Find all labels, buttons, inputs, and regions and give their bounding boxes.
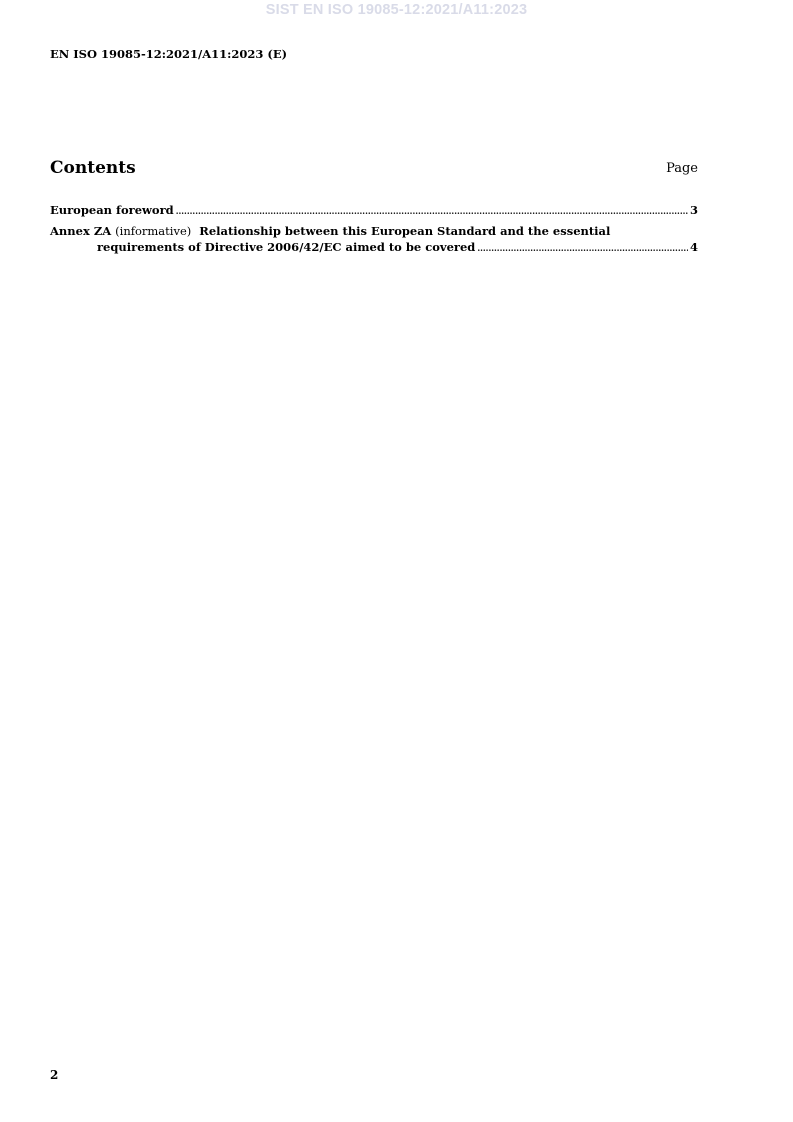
table-of-contents	[50, 202, 698, 256]
contents-heading: Contents	[50, 158, 136, 178]
annex-title-line-1: Relationship between this European Standard and the essential	[199, 224, 611, 238]
page-column-heading: Page	[666, 161, 698, 176]
annex-prefix: Annex ZA	[50, 224, 112, 238]
toc-entry-page: 4	[689, 240, 698, 254]
annex-qualifier: (informative)	[115, 224, 192, 238]
footer-page-number: 2	[50, 1068, 59, 1082]
toc-entry-page: 3	[689, 203, 698, 217]
annex-title-line-2: requirements of Directive 2006/42/EC aimed to be covered	[97, 240, 476, 254]
toc-entry-first-line	[50, 223, 698, 239]
dot-leader	[176, 203, 688, 219]
watermark: SIST EN ISO 19085-12:2021/A11:2023	[265, 2, 528, 18]
toc-entry-second-line	[50, 239, 698, 256]
toc-entry-label: European foreword	[50, 203, 174, 217]
toc-entry-annex-za[interactable]	[50, 223, 698, 256]
dot-leader	[477, 240, 688, 256]
document-identifier: EN ISO 19085-12:2021/A11:2023 (E)	[50, 47, 288, 61]
toc-entry-european-foreword[interactable]	[50, 202, 698, 219]
